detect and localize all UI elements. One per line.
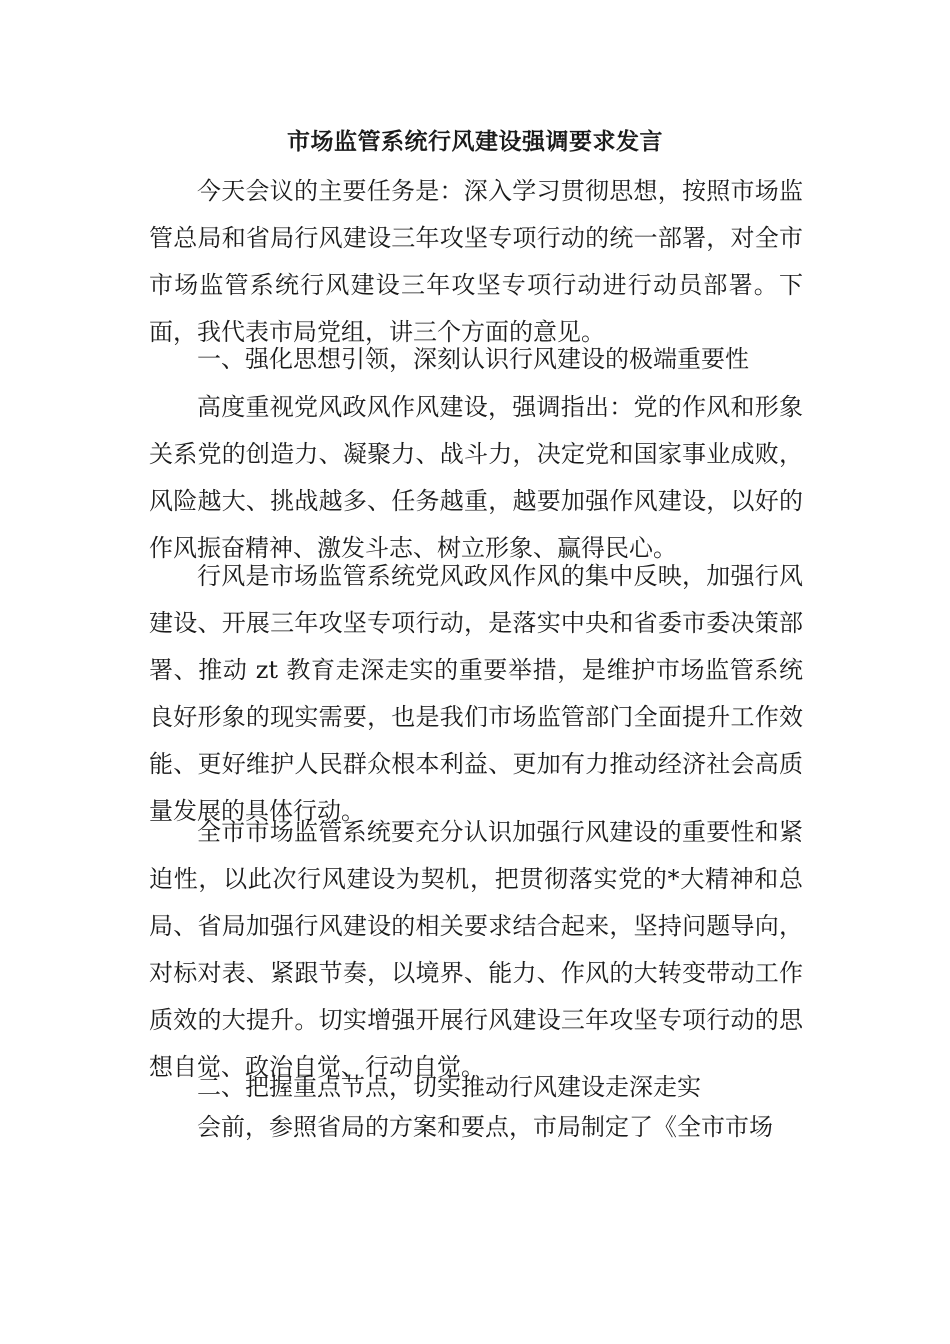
paragraph-industry-style: 行风是市场监管系统党风政风作风的集中反映，加强行风建设、开展三年攻坚专项行动，是落实中央和省委市委决策部署、推动 zt 教育走深走实的重要举措，是维护市场监管系统良好形象的现实需要，也是我们市场监管部门全面提升工作效能、更好维护人民群众根本利益、更加有力推动经济社会高质量发展的具体行动。: [149, 562, 803, 825]
section-heading-1: 一、强化思想引领，深刻认识行风建设的极端重要性: [197, 345, 749, 373]
paragraph-style-building: 高度重视党风政风作风建设，强调指出：党的作风和形象关系党的创造力、凝聚力、战斗力，决定党和国家事业成败，风险越大、挑战越多、任务越重，越要加强作风建设，以好的作风振奋精神、激发斗志、树立形象、赢得民心。: [149, 393, 803, 562]
document-title: 市场监管系统行风建设强调要求发言: [287, 128, 663, 155]
paragraph-intro: 今天会议的主要任务是：深入学习贯彻思想，按照市场监管总局和省局行风建设三年攻坚专项行动的统一部署，对全市市场监管系统行风建设三年攻坚专项行动进行动员部署。下面，我代表市局党组，讲三个方面的意见。: [149, 177, 803, 346]
paragraph-pre-meeting: 会前，参照省局的方案和要点，市局制定了《全市市场: [197, 1113, 773, 1141]
section-heading-2: 二、把握重点节点，切实推动行风建设走深走实: [197, 1073, 701, 1101]
paragraph-system-awareness: 全市市场监管系统要充分认识加强行风建设的重要性和紧迫性，以此次行风建设为契机，把贯彻落实党的*大精神和总局、省局加强行风建设的相关要求结合起来，坚持问题导向，对标对表、紧跟节奏，以境界、能力、作风的大转变带动工作质效的大提升。切实增强开展行风建设三年攻坚专项行动的思想自觉、政治自觉、行动自觉。: [149, 818, 803, 1081]
